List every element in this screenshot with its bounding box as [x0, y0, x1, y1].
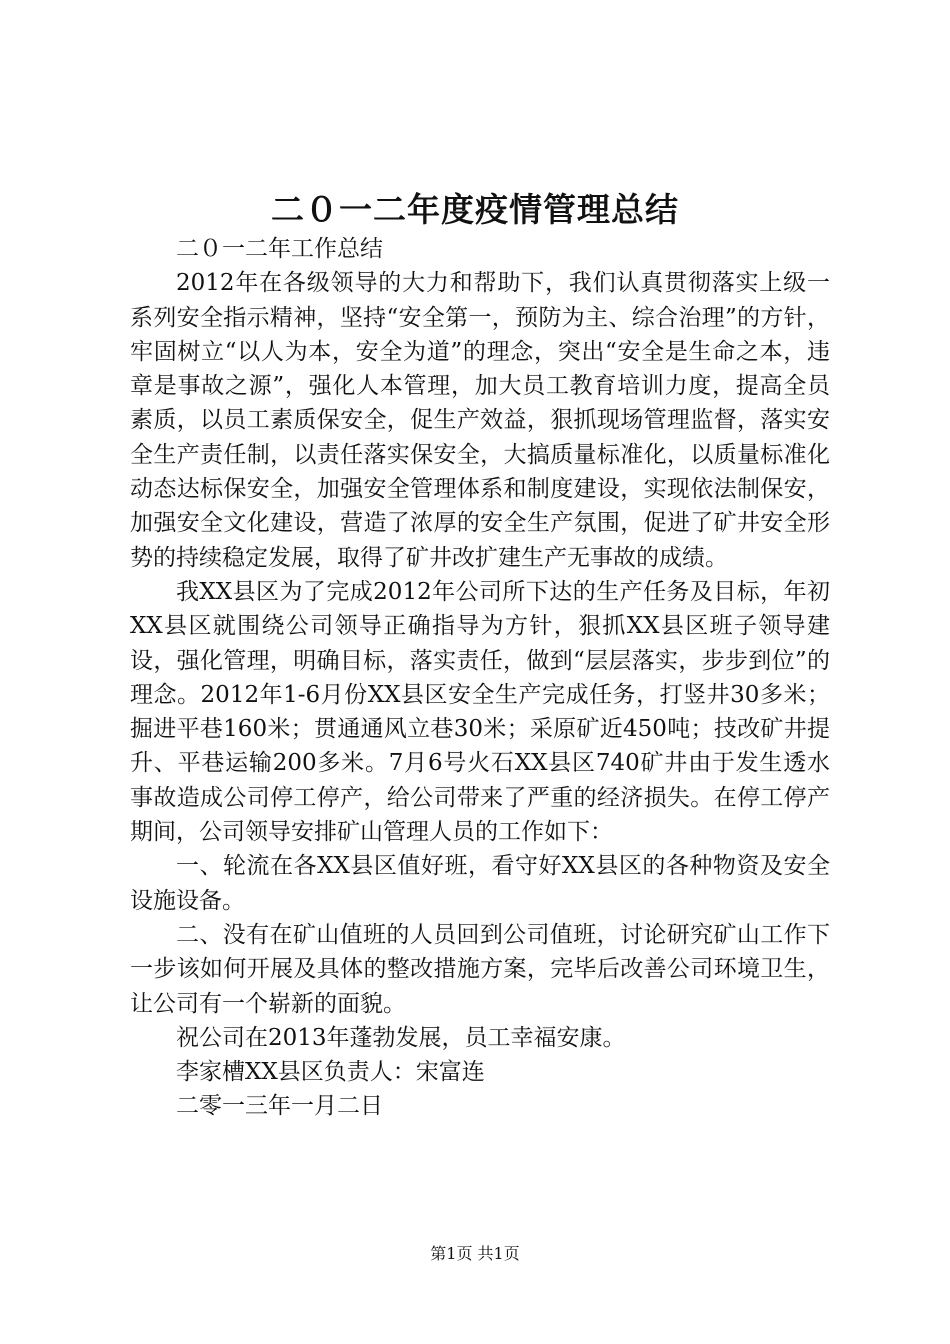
- signature-line: 李家槽XX县区负责人：宋富连: [176, 1059, 485, 1086]
- closing-wish: 祝公司在2013年蓬勃发展，员工幸福安康。: [176, 1024, 626, 1051]
- document-body: [130, 232, 830, 1124]
- page-footer: 第1页 共1页: [430, 1244, 520, 1263]
- document-title: 二０一二年度疫情管理总结: [271, 190, 679, 229]
- body-paragraph: 二、没有在矿山值班的人员回到公司值班，讨论研究矿山工作下一步该如何开展及具体的整改措施方案，完毕后改善公司环境卫生，让公司有一个崭新的面貌。: [130, 921, 830, 1017]
- body-paragraph: 2012年在各级领导的大力和帮助下，我们认真贯彻落实上级一系列安全指示精神，坚持“安全第一，预防为主、综合治理”的方针，牢固树立“以人为本，安全为道”的理念，突出“安全是生命之本，违章是事故之源”，强化人本管理，加大员工教育培训力度，提高全员素质，以员工素质保安全，促生产效益，狠抓现场管理监督，落实安全生产责任制，以责任落实保安全，大搞质量标准化，以质量标准化动态达标保安全，加强安全管理体系和制度建设，实现依法制保安，加强安全文化建设，营造了浓厚的安全生产氛围，促进了矿井安全形势的持续稳定发展，取得了矿井改扩建生产无事故的成绩。: [130, 270, 830, 571]
- body-paragraph: 我XX县区为了完成2012年公司所下达的生产任务及目标，年初XX县区就围绕公司领导正确指导为方针，狠抓XX县区班子领导建设，强化管理，明确目标，落实责任，做到“层层落实，步步到位”的理念。2012年1-6月份XX县区安全生产完成任务，打竖井30多米；掘进平巷160米；贯通通风立巷30米；采原矿近450吨；技改矿井提升、平巷运输200多米。7月6号火石XX县区740矿井由于发生透水事故造成公司停工停产，给公司带来了严重的经济损失。在停工停产期间，公司领导安排矿山管理人员的工作如下：: [130, 578, 830, 846]
- body-paragraph: 一、轮流在各XX县区值好班，看守好XX县区的各种物资及安全设施设备。: [130, 853, 830, 914]
- date-line: 二零一三年一月二日: [176, 1093, 383, 1120]
- subtitle-paragraph: 二０一二年工作总结: [176, 236, 383, 262]
